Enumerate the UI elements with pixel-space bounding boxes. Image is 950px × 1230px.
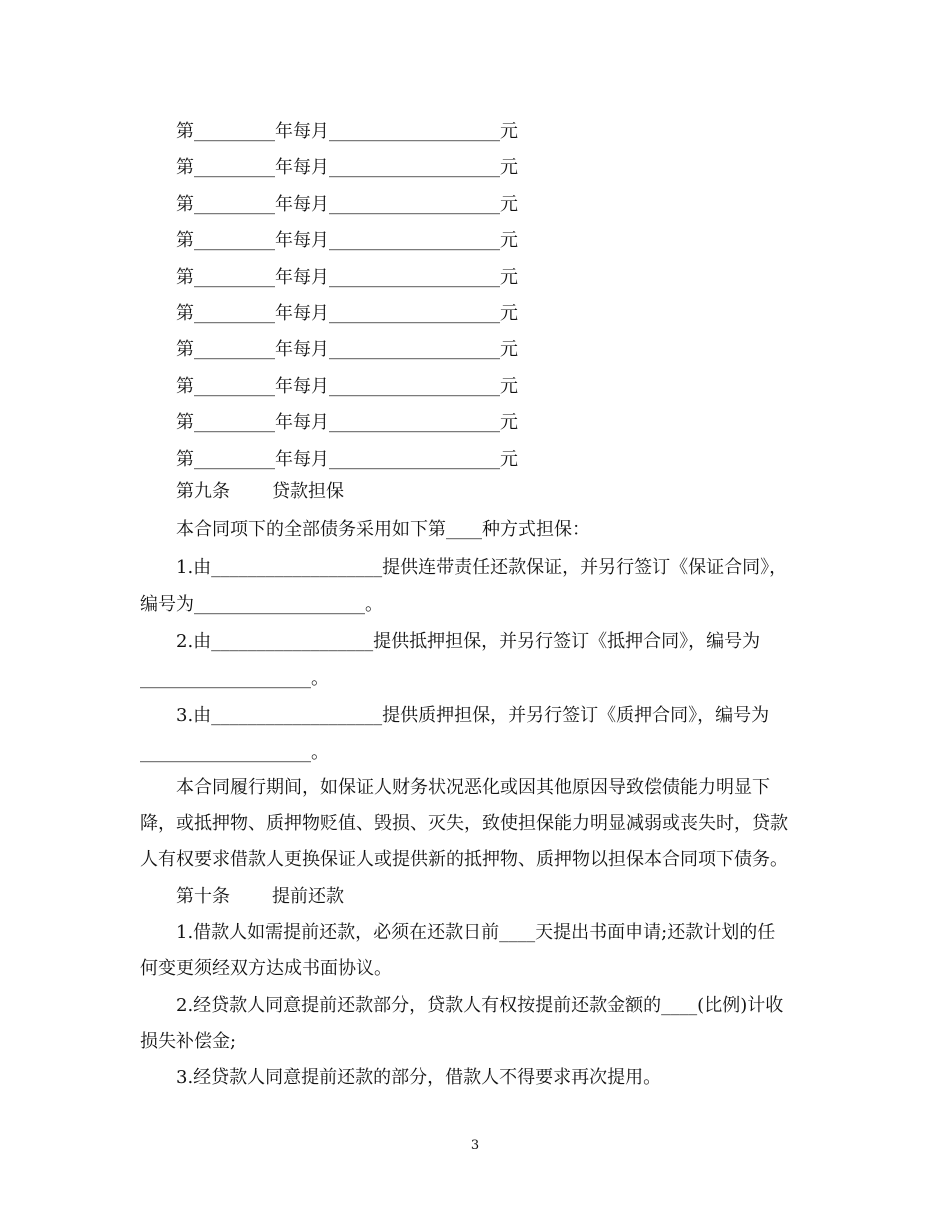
schedule-label: 年每月 <box>275 412 329 433</box>
schedule-row <box>176 448 820 472</box>
article9-item1-line2: 编号为___________________。 <box>140 594 383 615</box>
schedule-unit: 元 <box>500 339 518 360</box>
article9-title: 贷款担保 <box>272 481 344 502</box>
schedule-amount-blank: ___________________ <box>329 157 500 178</box>
article9-item2-line2: ___________________。 <box>140 668 329 689</box>
schedule-unit: 元 <box>500 121 518 142</box>
schedule-unit: 元 <box>500 157 518 178</box>
schedule-amount-blank: ___________________ <box>329 194 500 215</box>
article9-item3-line2: ___________________。 <box>140 742 329 763</box>
schedule-unit: 元 <box>500 376 518 397</box>
schedule-row <box>176 375 820 399</box>
schedule-row <box>176 266 820 290</box>
schedule-amount-blank: ___________________ <box>329 412 500 433</box>
article9-para-line3: 人有权要求借款人更换保证人或提供新的抵押物、质押物以担保本合同项下债务。 <box>140 849 788 870</box>
schedule-label: 年每月 <box>275 267 329 288</box>
schedule-unit: 元 <box>500 303 518 324</box>
schedule-year-blank: _________ <box>194 121 275 142</box>
article9-item2-line1: 2.由__________________提供抵押担保，并另行签订《抵押合同》，编号为 <box>176 631 761 652</box>
article10-heading <box>176 885 820 909</box>
article10-item1-line1: 1.借款人如需提前还款，必须在还款日前____天提出书面申请;还款计划的任 <box>176 922 776 943</box>
article9-item3-line1: 3.由___________________提供质押担保，并另行签订《质押合同》，编号为 <box>176 705 770 726</box>
article9-para-line2: 降，或抵押物、质押物贬值、毁损、灭失，致使担保能力明显减弱或丧失时，贷款 <box>140 813 788 834</box>
schedule-prefix: 第 <box>176 157 194 178</box>
schedule-year-blank: _________ <box>194 157 275 178</box>
article9-para-line1: 本合同履行期间，如保证人财务状况恶化或因其他原因导致偿债能力明显下 <box>176 777 770 798</box>
schedule-unit: 元 <box>500 412 518 433</box>
schedule-amount-blank: ___________________ <box>329 339 500 360</box>
schedule-year-blank: _________ <box>194 412 275 433</box>
schedule-label: 年每月 <box>275 121 329 142</box>
schedule-row <box>176 120 820 144</box>
schedule-unit: 元 <box>500 449 518 470</box>
schedule-label: 年每月 <box>275 230 329 251</box>
schedule-prefix: 第 <box>176 376 194 397</box>
schedule-row <box>176 338 820 362</box>
schedule-amount-blank: ___________________ <box>329 303 500 324</box>
schedule-prefix: 第 <box>176 267 194 288</box>
page-number: 3 <box>470 1138 480 1153</box>
schedule-row <box>176 411 820 435</box>
schedule-label: 年每月 <box>275 449 329 470</box>
article9-intro: 本合同项下的全部债务采用如下第____种方式担保： <box>176 519 590 540</box>
schedule-year-blank: _________ <box>194 449 275 470</box>
schedule-amount-blank: ___________________ <box>329 267 500 288</box>
schedule-year-blank: _________ <box>194 339 275 360</box>
schedule-amount-blank: ___________________ <box>329 449 500 470</box>
schedule-amount-blank: ___________________ <box>329 376 500 397</box>
schedule-unit: 元 <box>500 194 518 215</box>
schedule-prefix: 第 <box>176 230 194 251</box>
schedule-year-blank: _________ <box>194 376 275 397</box>
article10-item3-line1: 3.经贷款人同意提前还款的部分，借款人不得要求再次提用。 <box>176 1067 662 1088</box>
schedule-row <box>176 156 820 180</box>
article9-heading <box>176 480 820 504</box>
schedule-label: 年每月 <box>275 157 329 178</box>
schedule-year-blank: _________ <box>194 303 275 324</box>
schedule-row <box>176 193 820 217</box>
article10-item1-line2: 何变更须经双方达成书面协议。 <box>140 958 392 979</box>
article9-number: 第九条 <box>176 481 230 502</box>
article10-number: 第十条 <box>176 886 230 907</box>
schedule-prefix: 第 <box>176 449 194 470</box>
article10-item2-line1: 2.经贷款人同意提前还款部分，贷款人有权按提前还款金额的____(比例)计收 <box>176 995 784 1016</box>
schedule-prefix: 第 <box>176 194 194 215</box>
schedule-prefix: 第 <box>176 121 194 142</box>
schedule-row <box>176 229 820 253</box>
schedule-prefix: 第 <box>176 339 194 360</box>
schedule-row <box>176 302 820 326</box>
article10-item2-line2: 损失补偿金; <box>140 1031 237 1052</box>
schedule-year-blank: _________ <box>194 230 275 251</box>
schedule-label: 年每月 <box>275 303 329 324</box>
schedule-amount-blank: ___________________ <box>329 230 500 251</box>
schedule-prefix: 第 <box>176 412 194 433</box>
schedule-amount-blank: ___________________ <box>329 121 500 142</box>
article10-title: 提前还款 <box>272 886 344 907</box>
schedule-year-blank: _________ <box>194 194 275 215</box>
schedule-label: 年每月 <box>275 194 329 215</box>
schedule-label: 年每月 <box>275 339 329 360</box>
schedule-unit: 元 <box>500 267 518 288</box>
article9-item1-line1: 1.由___________________提供连带责任还款保证，并另行签订《保证合同》， <box>176 557 788 578</box>
schedule-prefix: 第 <box>176 303 194 324</box>
schedule-label: 年每月 <box>275 376 329 397</box>
schedule-unit: 元 <box>500 230 518 251</box>
schedule-year-blank: _________ <box>194 267 275 288</box>
